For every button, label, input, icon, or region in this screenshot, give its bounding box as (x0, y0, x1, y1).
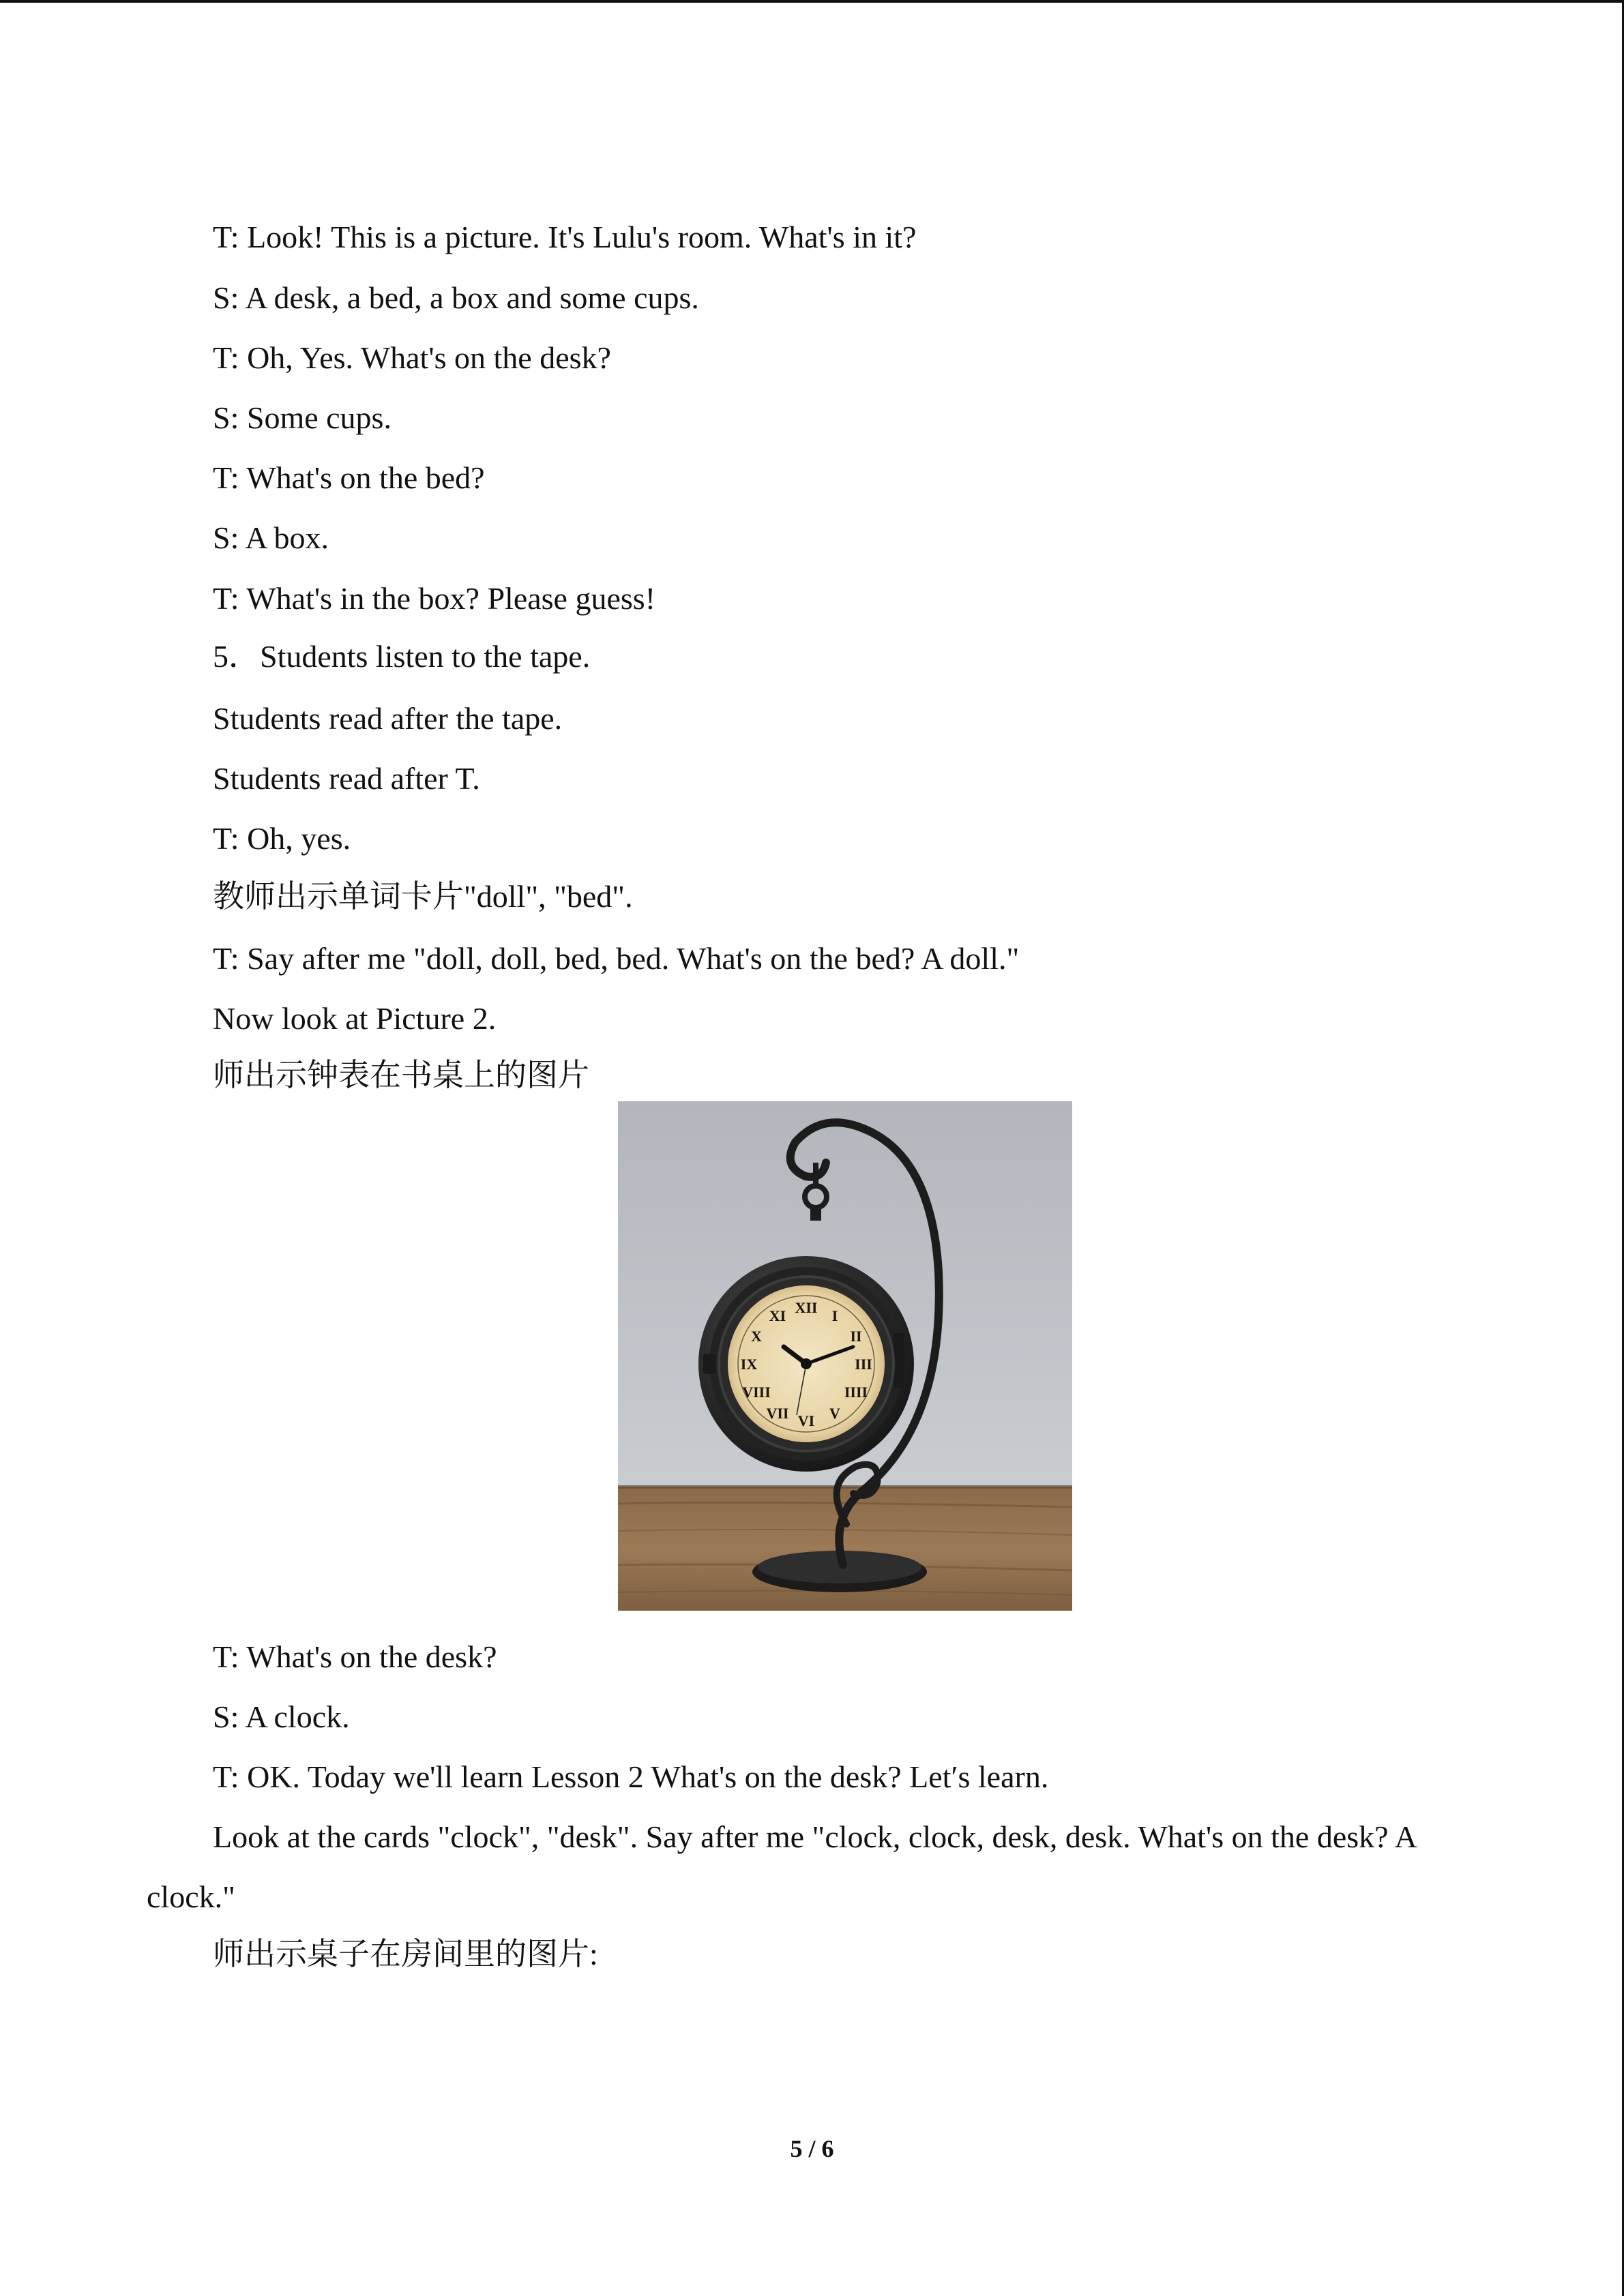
dialogue-line: T: Look! This is a picture. It's Lulu's room. What's in it? (213, 220, 917, 254)
clock-numeral: I (831, 1307, 838, 1324)
clock-numeral: III (855, 1356, 872, 1373)
dialogue-line: T: Oh, yes. (213, 821, 351, 856)
clock-numeral: XII (795, 1299, 818, 1316)
clock-numeral: XI (769, 1307, 786, 1324)
dialogue-line: S: Some cups. (213, 400, 392, 435)
dialogue-line: T: Oh, Yes. What's on the desk? (213, 340, 611, 375)
clock-numeral: II (850, 1328, 862, 1345)
clock-icon (618, 1101, 1072, 1611)
top-border-rule (0, 0, 1624, 3)
clock-on-desk-photo (618, 1101, 1072, 1611)
clock-numeral: IX (740, 1356, 758, 1373)
instruction-line-continued: clock." (147, 1879, 235, 1914)
clock-numeral: IIII (844, 1384, 868, 1401)
instruction-line: 教师出示单词卡片"doll", "bed". (213, 879, 633, 914)
dialogue-line: T: What's on the bed? (213, 460, 485, 495)
clock-numeral: VIII (742, 1384, 771, 1401)
figure-intro-line: 师出示桌子在房间里的图片: (213, 1937, 598, 1971)
instruction-line: Students read after T. (213, 761, 480, 796)
instruction-line: Look at the cards "clock", "desk". Say after me "clock, clock, desk, desk. What's on the desk? A (213, 1819, 1417, 1854)
dialogue-line: T: OK. Today we'll learn Lesson 2 What's on the desk? Let′s learn. (213, 1759, 1049, 1794)
dialogue-line: S: A clock. (213, 1699, 350, 1734)
figure-intro-line: 师出示钟表在书桌上的图片 (213, 1058, 589, 1092)
dialogue-line: T: Say after me "doll, doll, bed, bed. What's on the bed? A doll." (213, 941, 1020, 976)
page-number: 5 / 6 (790, 2135, 834, 2162)
clock-numeral: VII (766, 1405, 789, 1422)
instruction-line: Students read after the tape. (213, 701, 563, 736)
dialogue-line: S: A desk, a bed, a box and some cups. (213, 280, 699, 315)
dialogue-line: S: A box. (213, 520, 329, 555)
dialogue-line: T: What's in the box? Please guess! (213, 581, 656, 616)
dialogue-line: T: What's on the desk? (213, 1639, 497, 1674)
step-heading: 5．Students listen to the tape. (213, 639, 591, 674)
clock-numeral: VI (797, 1412, 815, 1429)
clock-numeral: V (829, 1405, 840, 1422)
instruction-line: Now look at Picture 2. (213, 1001, 497, 1036)
clock-numeral: X (751, 1328, 762, 1345)
